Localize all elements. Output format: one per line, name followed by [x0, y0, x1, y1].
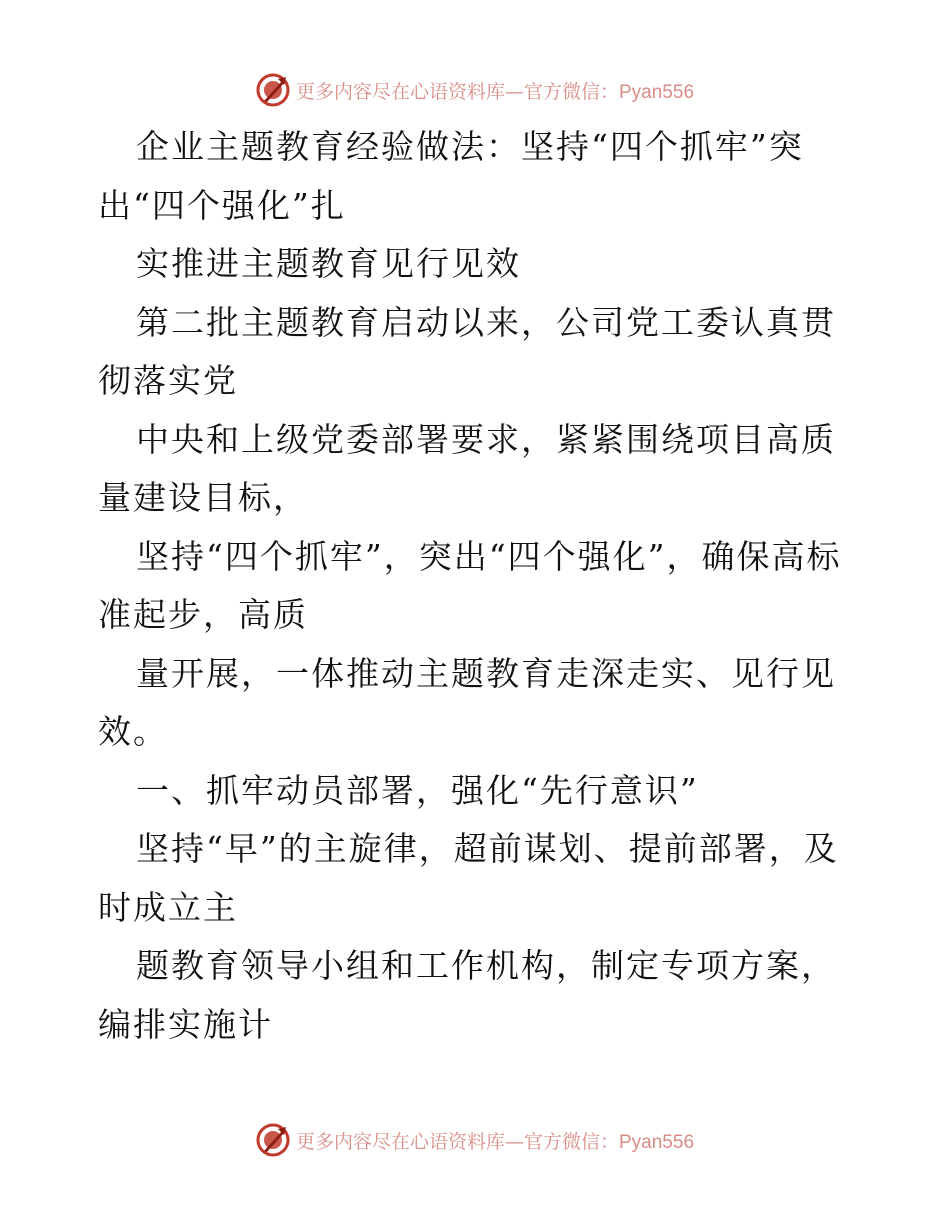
- section-heading: 一、抓牢动员部署，强化“先行意识”: [136, 770, 699, 810]
- paragraph: 量开展，一体推动主题教育走深走实、见行见效。: [98, 653, 836, 751]
- banner-wechat-text: 官方微信：Pyan556: [524, 81, 695, 103]
- banner-text: [296, 77, 694, 104]
- paragraph: 第二批主题教育启动以来，公司党工委认真贯彻落实党: [98, 302, 836, 400]
- paragraph: 中央和上级党委部署要求，紧紧围绕项目高质量建设目标，: [98, 419, 836, 517]
- banner-text: [296, 1127, 694, 1154]
- banner-dash: —: [505, 80, 524, 103]
- banner-dash: —: [505, 1130, 524, 1153]
- quill-pen-logo-icon: [256, 1123, 290, 1157]
- paragraph: 坚持“四个抓牢”，突出“四个强化”，确保高标准起步，高质: [98, 536, 842, 634]
- paragraph-title-cont: 实推进主题教育见行见效: [136, 244, 521, 283]
- banner-main-text: 更多内容尽在心语资料库: [295, 80, 505, 103]
- paragraph: 题教育领导小组和工作机构，制定专项方案，编排实施计: [98, 946, 836, 1044]
- document-body: [98, 118, 858, 1054]
- banner-main-text: 更多内容尽在心语资料库: [295, 1130, 505, 1153]
- paragraph-title: 企业主题教育经验做法：坚持“四个抓牢”突出“四个强化”扎: [98, 127, 804, 225]
- footer-banner: [0, 1120, 950, 1160]
- banner-wechat-text: 官方微信：Pyan556: [524, 1131, 695, 1153]
- header-banner: [0, 70, 950, 110]
- quill-pen-logo-icon: [256, 73, 290, 107]
- paragraph: 坚持“早”的主旋律，超前谋划、提前部署，及时成立主: [98, 829, 839, 927]
